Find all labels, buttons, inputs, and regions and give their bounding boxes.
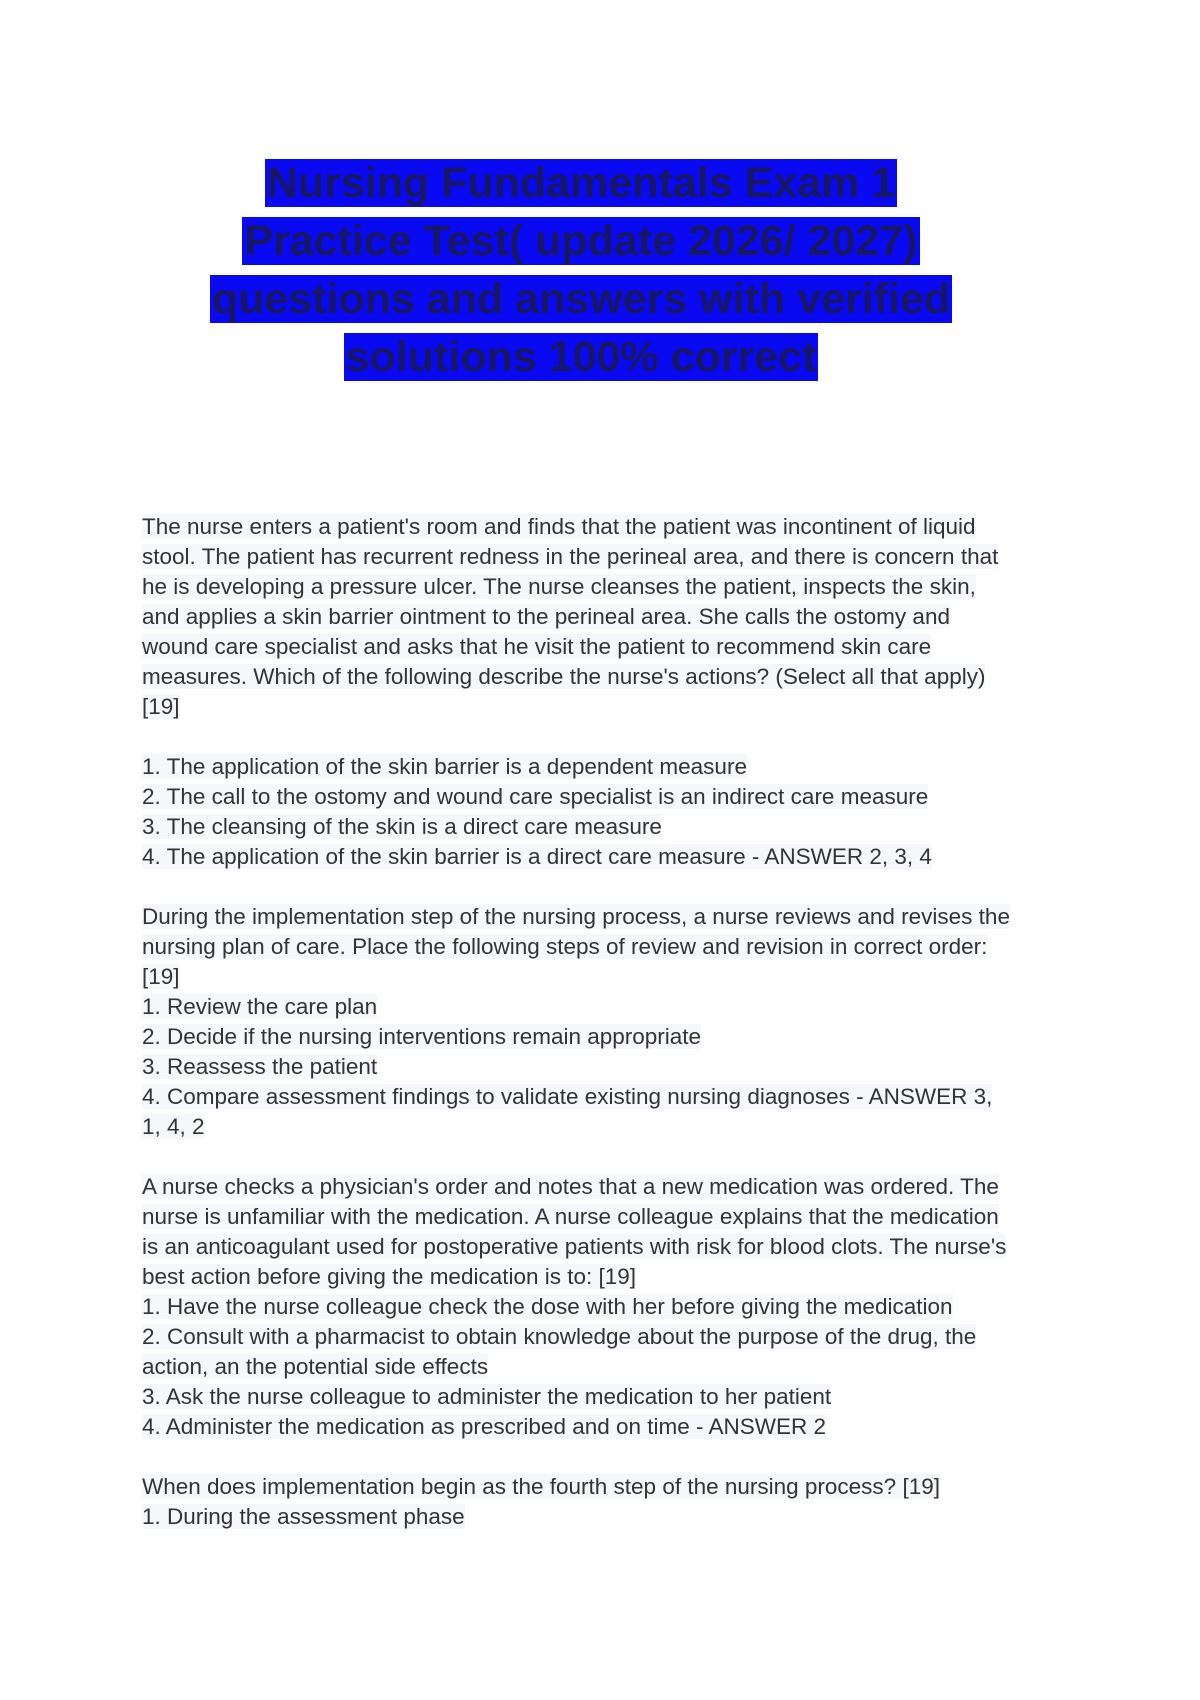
option-line: 4. Compare assessment findings to validate existing nursing diagnoses - ANSWER 3, — [142, 1084, 993, 1109]
question-options — [142, 1502, 1057, 1532]
question-block — [142, 1472, 1057, 1532]
option-line: 3. Reassess the patient — [142, 1054, 378, 1079]
document-title — [0, 154, 1162, 386]
question-stem: The nurse enters a patient's room and finds that the patient was incontinent of liquid stool. The patient has recurrent redness in the perineal area, and there is concern that he is developing a pressure ulcer. The nurse cleanses the patient, inspects the skin, and applies a skin barrier ointment to the perineal area. She calls the ostomy and wound care specialist and asks that he visit the patient to recommend skin care measures. Which of the following describe the nurse's actions? (Select all that apply) [19] — [142, 514, 999, 719]
question-block — [142, 902, 1057, 1142]
question-stem: A nurse checks a physician's order and notes that a new medication was ordered. The nurse is unfamiliar with the medication. A nurse colleague explains that the medication is an anticoagulant used for postoperative patients with risk for blood clots. The nurse's best action before giving the medication is to: [19] — [142, 1174, 1007, 1289]
question-stem: When does implementation begin as the fourth step of the nursing process? [19] — [142, 1474, 940, 1499]
option-line: 1. During the assessment phase — [142, 1504, 465, 1529]
question-options — [142, 992, 1057, 1142]
option-line: 4. The application of the skin barrier is a direct care measure - ANSWER 2, 3, 4 — [142, 844, 932, 869]
question-options — [142, 1292, 1057, 1442]
option-line: 4. Administer the medication as prescribed and on time - ANSWER 2 — [142, 1414, 827, 1439]
option-line: 3. Ask the nurse colleague to administer the medication to her patient — [142, 1384, 832, 1409]
option-line: 2. The call to the ostomy and wound care specialist is an indirect care measure — [142, 784, 929, 809]
option-line: 1. Review the care plan — [142, 994, 378, 1019]
option-line: 2. Consult with a pharmacist to obtain knowledge about the purpose of the drug, the — [142, 1324, 977, 1349]
title-line: questions and answers with verified — [211, 275, 951, 323]
option-line: 1. The application of the skin barrier is a dependent measure — [142, 754, 747, 779]
question-block — [142, 512, 1057, 872]
title-line: Practice Test( update 2026/ 2027) — [244, 217, 918, 265]
option-line: 1, 4, 2 — [142, 1114, 205, 1139]
document-body — [142, 512, 1057, 1532]
option-line: 3. The cleansing of the skin is a direct care measure — [142, 814, 662, 839]
question-stem: During the implementation step of the nursing process, a nurse reviews and revises the nursing plan of care. Place the following steps of review and revision in correct order: [19] — [142, 904, 1010, 989]
option-line: 2. Decide if the nursing interventions remain appropriate — [142, 1024, 702, 1049]
option-line: 1. Have the nurse colleague check the dose with her before giving the medication — [142, 1294, 953, 1319]
question-options — [142, 752, 1057, 872]
option-line: action, an the potential side effects — [142, 1354, 489, 1379]
question-block — [142, 1172, 1057, 1442]
title-line: Nursing Fundamentals Exam 1 — [266, 159, 896, 207]
title-line: solutions 100% correct — [345, 333, 817, 381]
